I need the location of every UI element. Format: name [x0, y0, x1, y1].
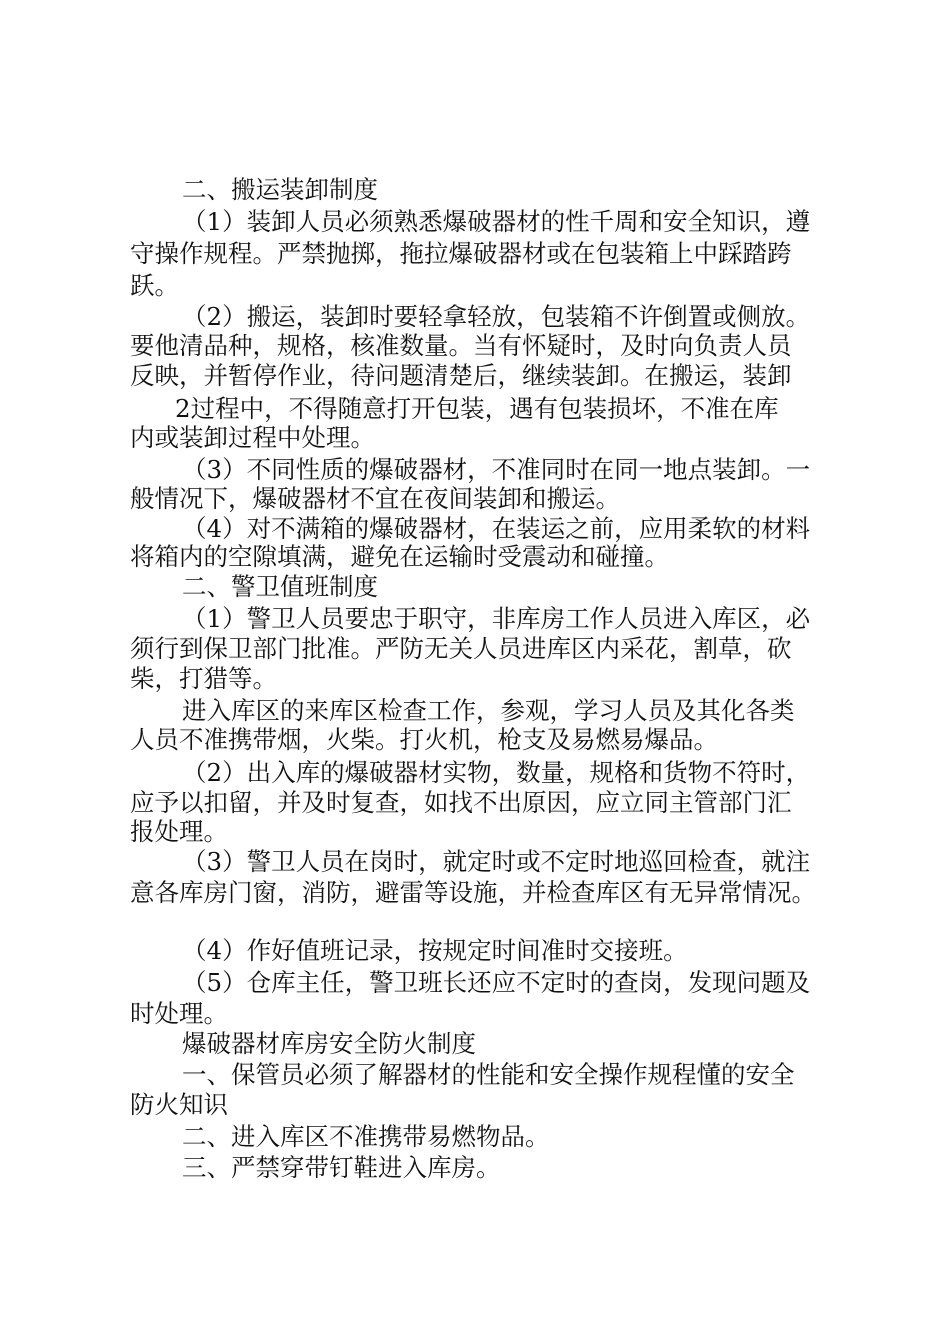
- paragraph-line: 人员不准携带烟，火柴。打火机，枪支及易燃易爆品。: [130, 725, 718, 754]
- section-heading-handling: 二、搬运装卸制度: [182, 175, 378, 204]
- paragraph-line: 防火知识: [130, 1090, 228, 1119]
- paragraph-line: （3）警卫人员在岗时，就定时或不定时地巡回检查，就注: [182, 847, 811, 876]
- paragraph-line: 将箱内的空隙填满，避免在运输时受震动和碰撞。: [130, 542, 669, 571]
- paragraph-line: 须行到保卫部门批准。严防无关人员进库区内采花，割草，砍: [130, 634, 792, 663]
- paragraph-line: （2）出入库的爆破器材实物，数量，规格和货物不符时，: [182, 758, 811, 787]
- paragraph-line: 2过程中，不得随意打开包装，遇有包装损坏，不准在库: [175, 394, 779, 423]
- paragraph-line: 进入库区的来库区检查工作，参观，学习人员及其化各类: [182, 696, 795, 725]
- paragraph-line: （3）不同性质的爆破器材，不准同时在同一地点装卸。一: [182, 455, 811, 484]
- paragraph-line: 跃。: [130, 271, 179, 300]
- paragraph-line: 要他清品种，规格，核准数量。当有怀疑时，及时向负责人员: [130, 331, 792, 360]
- paragraph-line: （4）对不满箱的爆破器材，在装运之前，应用柔软的材料: [182, 514, 811, 543]
- paragraph-line: 一、保管员必须了解器材的性能和安全操作规程懂的安全: [182, 1060, 795, 1089]
- paragraph-line: 反映，并暂停作业，待问题清楚后，继续装卸。在搬运，装卸: [130, 361, 792, 390]
- paragraph-line: 报处理。: [130, 817, 228, 846]
- paragraph-line: 内或装卸过程中处理。: [130, 423, 375, 452]
- paragraph-line: 二、进入库区不准携带易燃物品。: [182, 1122, 550, 1151]
- paragraph-line: 三、严禁穿带钉鞋进入库房。: [182, 1153, 501, 1182]
- paragraph-line: 时处理。: [130, 999, 228, 1028]
- paragraph-line: 意各库房门窗，消防，避雷等设施，并检查库区有无异常情况。: [130, 878, 816, 907]
- paragraph-line: （4）作好值班记录，按规定时间准时交接班。: [182, 936, 688, 965]
- paragraph-line: 般情况下，爆破器材不宜在夜间装卸和搬运。: [130, 484, 620, 513]
- section-heading-fire-safety: 爆破器材库房安全防火制度: [182, 1029, 476, 1058]
- paragraph-line: 柴，打猎等。: [130, 664, 277, 693]
- paragraph-line: （1）警卫人员要忠于职守，非库房工作人员进入库区，必: [182, 604, 811, 633]
- paragraph-line: 守操作规程。严禁抛掷，拖拉爆破器材或在包装箱上中踩踏跨: [130, 239, 792, 268]
- paragraph-line: （5）仓库主任，警卫班长还应不定时的查岗，发现问题及: [182, 968, 811, 997]
- section-heading-guard-duty: 二、警卫值班制度: [182, 572, 378, 601]
- paragraph-line: （1）装卸人员必须熟悉爆破器材的性千周和安全知识，遵: [182, 207, 811, 236]
- paragraph-line: 应予以扣留，并及时复查，如找不出原因，应立同主管部门汇: [130, 788, 792, 817]
- paragraph-line: （2）搬运，装卸时要轻拿轻放，包装箱不许倒置或侧放。: [182, 302, 811, 331]
